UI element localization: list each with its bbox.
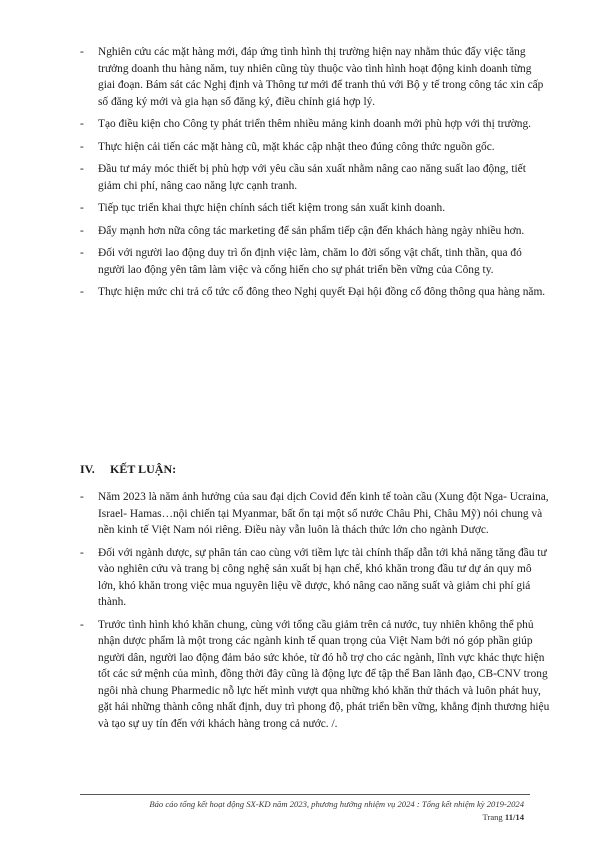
page-number-value: 11/14 [504,812,524,822]
list-item [80,44,550,110]
list-item-text: Nghiên cứu các mặt hàng mới, đáp ứng tình hình thị trường hiện nay nhằm thúc đẩy việc tăng trưởng doanh thu hàng năm, tuy nhiên cũng tùy thuộc vào tình hình hoạt động kinh doanh từng giai đoạn. Bám sát các Nghị định và Thông tư mới để tranh thủ với Bộ y tế trong công tác xin cấp số đăng ký mới và gia hạn số đăng ký, điều chỉnh giá hợp lý. [98,46,544,108]
footer-divider [80,794,530,795]
bullet-dash: - [80,118,84,130]
list-item-text: Đẩy mạnh hơn nữa công tác marketing để sản phẩm tiếp cận đến khách hàng ngày nhiều hơn. [98,224,525,237]
list-item-text: Đối với ngành dược, sự phân tán cao cùng với tiềm lực tài chính thấp dẫn tới khả năng tăng đầu tư vào nghiên cứu và trang bị công nghệ sản xuất bị hạn chế, khó khăn trong đầu tư dự án quy mô lớn, khó khăn trong việc mua nguyên liệu về dược, khó nâng cao năng suất và giảm chi phí giá thành. [98,546,547,608]
section-number: IV. [80,462,95,476]
bullet-dash: - [80,286,84,298]
list-item [80,223,550,240]
list-item [80,617,550,733]
plan-list [80,44,550,307]
list-item-text: Năm 2023 là năm ảnh hưởng của sau đại dịch Covid đến kinh tế toàn cầu (Xung đột Nga- Ucraina, Israel- Hamas…nội chiến tại Myanmar, bất ổn tại một số nước Châu Phi, Châu Mỹ) nói chung và nền kinh tế Việt Nam nói riêng. Điều này vẫn luôn là thách thức lớn cho ngành Dược. [98,491,549,536]
list-item-text: Trước tình hình khó khăn chung, cùng với tổng cầu giảm trên cả nước, tuy nhiên không thể phủ nhận dược phẩm là một trong các ngành kinh tế quan trọng của Việt Nam bởi nó góp phần giúp người dân, người lao động đảm bảo sức khỏe, từ đó hỗ trợ cho các ngành, lĩnh vực khác thực hiện tốt các sứ mệnh của mình, đồng thời đây cũng là động lực để tập thể Ban lãnh đạo, CB-CNV trong ngôi nhà chung Pharmedic nỗ lực hết mình vượt qua những khó khăn thử thách và luôn phát huy, gặt hái những thành công nhất định, duy trì phong độ, phát triển bền vững, khẳng định thương hiệu và tạo sự uy tín đến với khách hàng trong cả nước. /. [98,618,550,730]
bullet-dash: - [80,46,84,58]
conclusion-list [80,489,550,738]
section-heading [80,462,176,477]
section-title: KẾT LUẬN: [110,462,177,476]
list-item [80,245,550,278]
list-item-text: Tiếp tục triển khai thực hiện chính sách tiết kiệm trong sản xuất kinh doanh. [98,202,446,214]
list-item [80,116,550,133]
list-item-text: Tạo điều kiện cho Công ty phát triển thêm nhiều mảng kinh doanh mới phù hợp với thị trường. [98,118,531,130]
list-item [80,489,550,539]
list-item-text: Thực hiện mức chi trả cổ tức cổ đông theo Nghị quyết Đại hội đồng cổ đông thông qua hàng năm. [98,286,546,298]
bullet-dash: - [80,163,84,175]
bullet-dash: - [80,618,84,631]
list-item-text: Thực hiện cải tiến các mặt hàng cũ, mặt khác cập nhật theo đúng công thức nguồn gốc. [98,140,495,153]
page-number [0,812,524,822]
footer-caption: Báo cáo tổng kết hoạt động SX-KD năm 2023, phương hướng nhiệm vụ 2024 : Tổng kết nhiệm kỳ 2019-2024 [149,799,524,809]
list-item-text: Đối với người lao động duy trì ổn định việc làm, chăm lo đời sống vật chất, tinh thần, qua đó người lao động yên tâm làm việc và cống hiến cho sự phát triển bền vững của Công ty. [98,247,522,276]
list-item [80,161,550,194]
bullet-dash: - [80,140,84,153]
list-item [80,200,550,217]
bullet-dash: - [80,202,84,214]
page-label: Trang [482,812,503,822]
list-item [80,284,550,301]
bullet-dash: - [80,224,84,237]
list-item [80,139,550,156]
list-item-text: Đầu tư máy móc thiết bị phù hợp với yêu cầu sản xuất nhằm nâng cao năng suất lao động, tiết giảm chi phí, nâng cao năng lực cạnh tranh. [98,163,526,192]
bullet-dash: - [80,247,84,259]
bullet-dash: - [80,491,84,503]
list-item [80,545,550,611]
bullet-dash: - [80,546,84,559]
